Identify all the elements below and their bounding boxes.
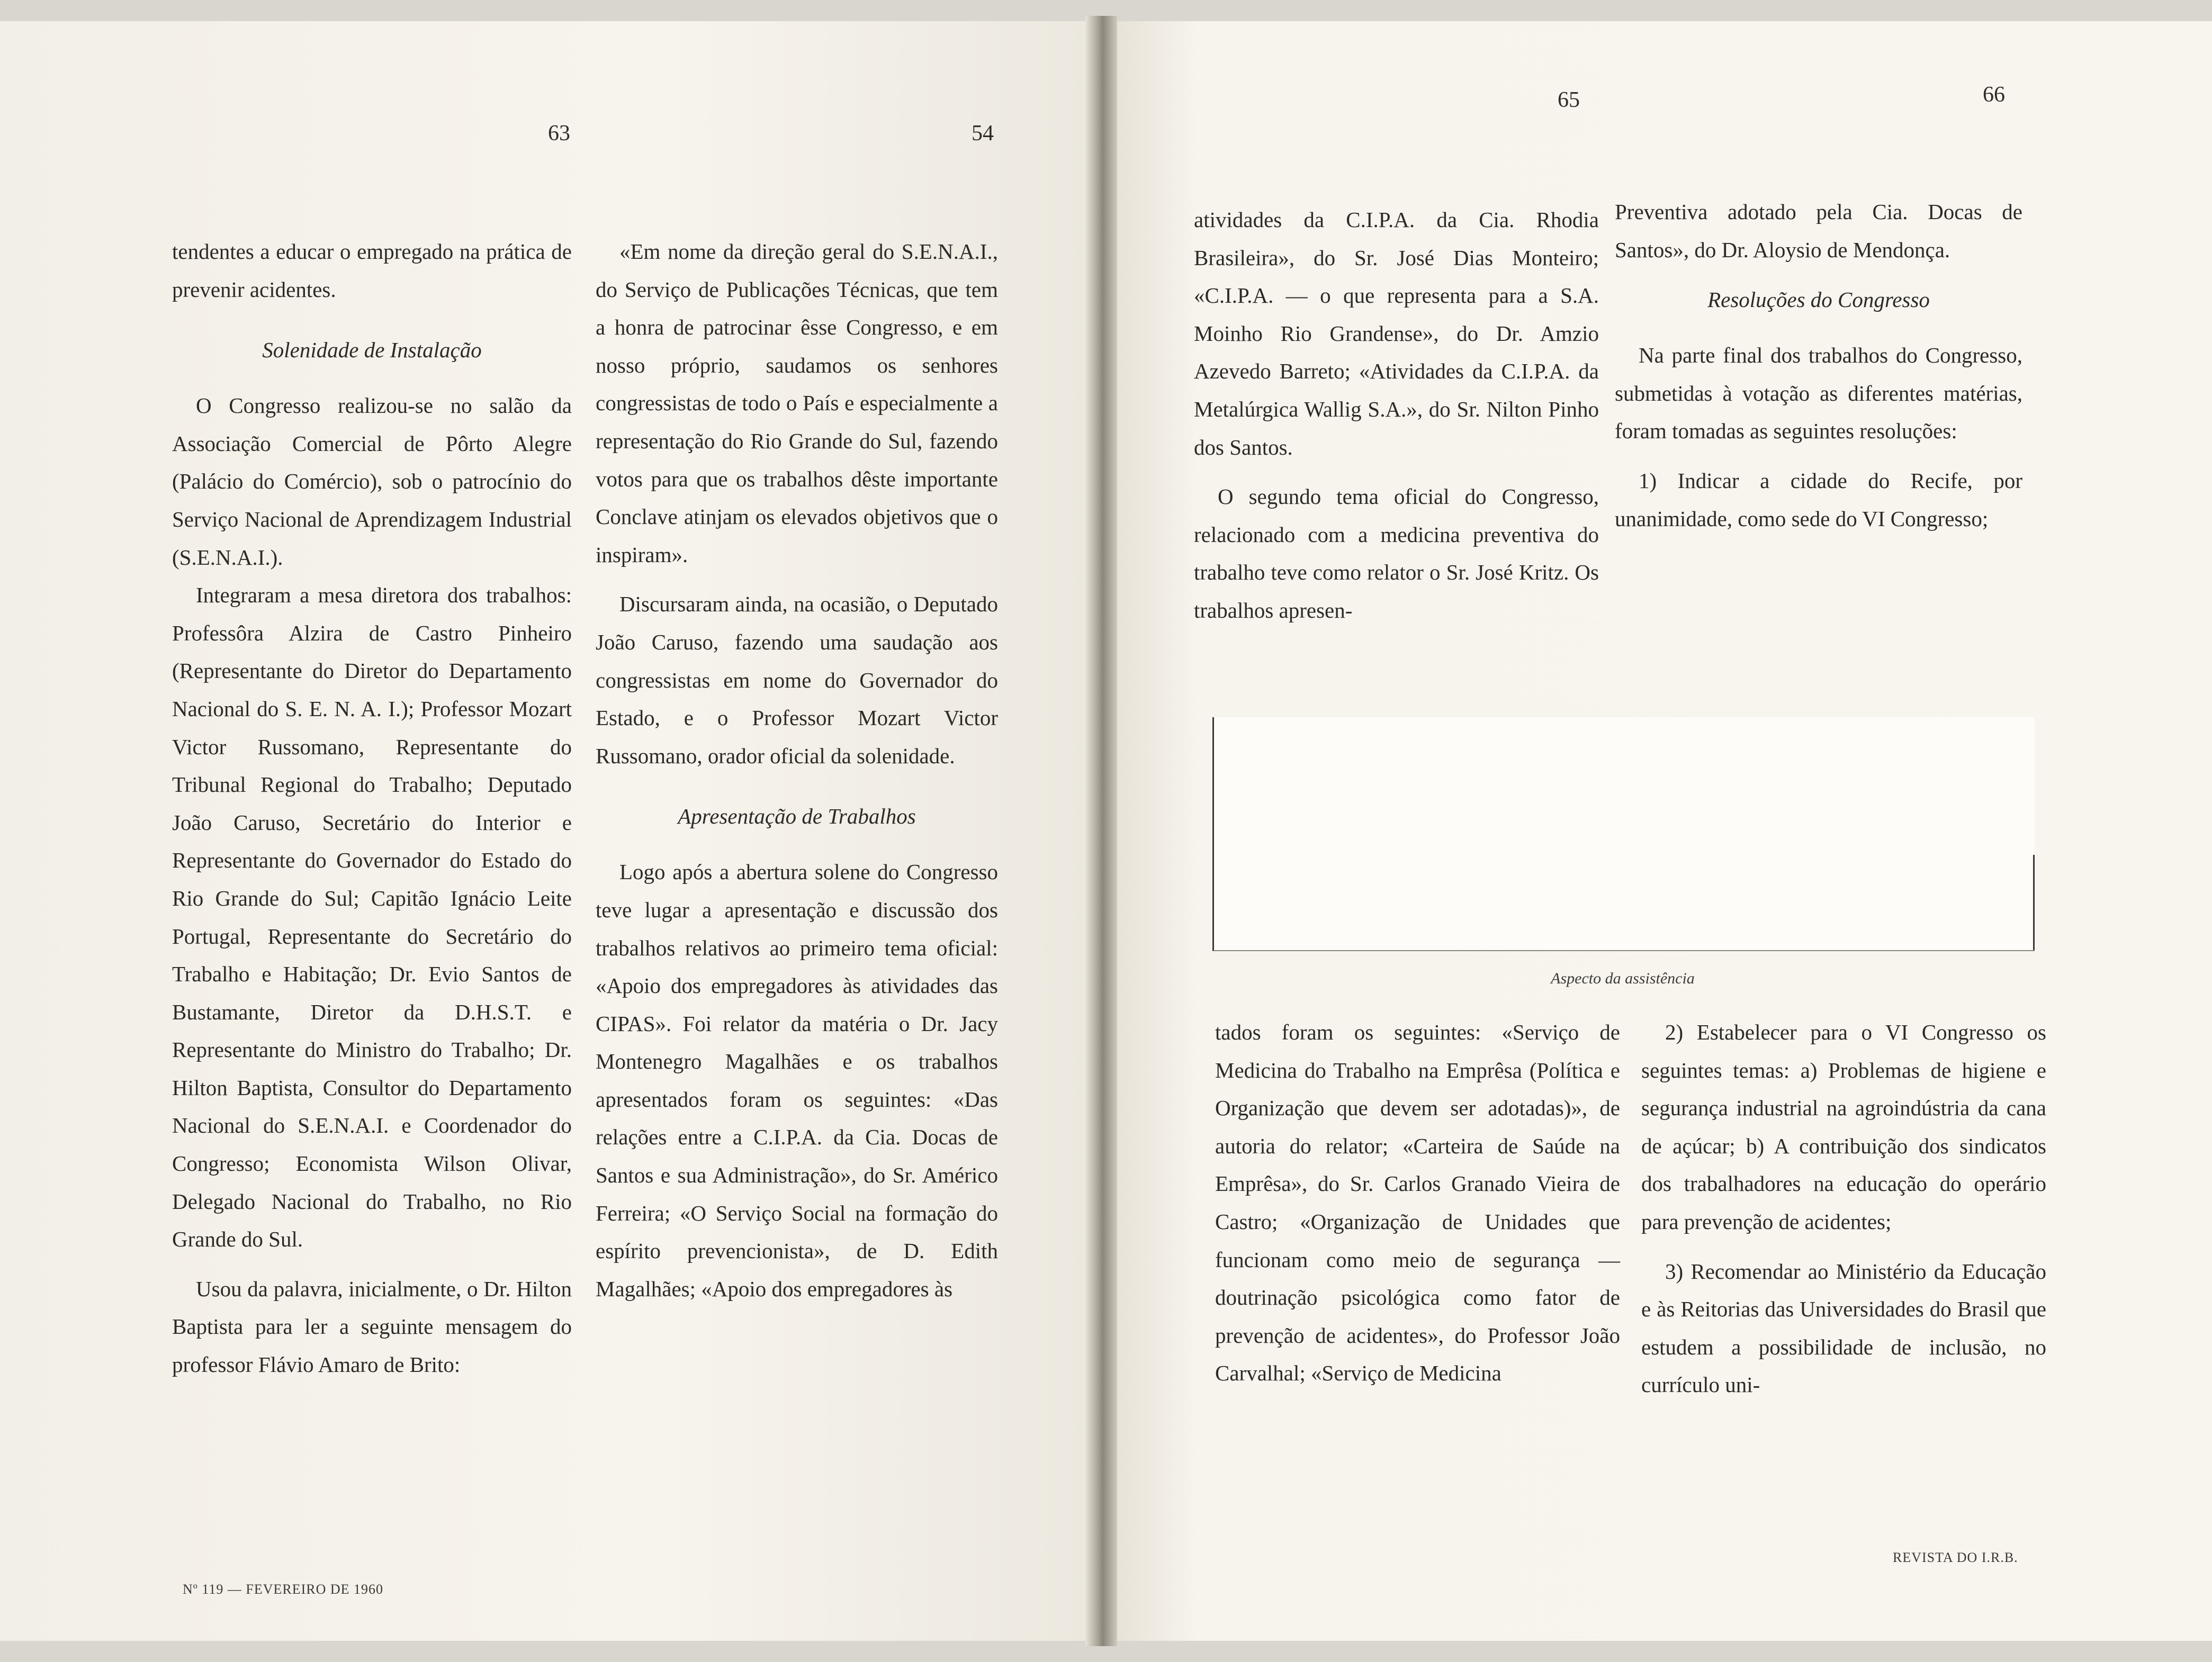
paragraph: 3) Recomendar ao Ministério da Educação e às Reitorias das Universidades do Brasil que estudem a possibilidade de inclusão, no currículo uni- — [1641, 1259, 2046, 1397]
section-heading-resolucoes: Resoluções do Congresso — [1707, 287, 1930, 312]
page-number-63: 63 — [548, 121, 570, 146]
paragraph: Preventiva adotado pela Cia. Docas de Santos», do Dr. Aloysio de Mendonça. — [1615, 200, 2022, 262]
paragraph: «Em nome da direção geral do S.E.N.A.I., do Serviço de Publicações Técnicas, que tem a honra de patrocinar êsse Congresso, e em nosso próprio, saudamos os senhores congressistas de todo o País e especialmente a representação do Rio Grande do Sul, fazendo votos para que os trabalhos dêste importante Conclave atinjam os elevados objetivos que o inspiram». — [596, 239, 998, 567]
section-heading-apresentacao: Apresentação de Trabalhos — [678, 804, 916, 829]
paragraph: Discursaram ainda, na ocasião, o Deputado João Caruso, fazendo uma saudação aos congressistas em nome do Governador do Estado, e o Professor Mozart Victor Russomano, orador oficial da solenidade. — [596, 592, 998, 768]
section-heading-solenidade: Solenidade de Instalação — [262, 338, 482, 363]
paragraph: Logo após a abertura solene do Congresso teve lugar a apresentação e discussão dos trabalhos relativos ao primeiro tema oficial: «Apoio dos empregadores às atividades das CIPAS». Foi relator da matéria o Dr. Jacy Montenegro Magalhães e os trabalhos apresentados foram os seguintes: «Das relações entre a C.I.P.A. da Cia. Docas de Santos e sua Administração», do Sr. Américo Ferreira; «O Serviço Social na formação do espírito prevencionista», de D. Edith Magalhães; «Apoio dos empregadores às — [596, 860, 998, 1301]
column-5 — [1215, 1014, 1620, 1393]
paragraph: O Congresso realizou-se no salão da Associação Comercial de Pôrto Alegre (Palácio do Comércio), sob o patrocínio do Serviço Nacional de Aprendizagem Industrial (S.E.N.A.I.). — [172, 393, 572, 570]
paragraph: Na parte final dos trabalhos do Congresso, submetidas à votação as diferentes matérias, foram tomadas as seguintes resoluções: — [1615, 343, 2022, 444]
paragraph: Integraram a mesa diretora dos trabalhos: Professôra Alzira de Castro Pinheiro (Representante do Diretor do Departamento Nacional do S. E. N. A. I.); Professor Mozart Victor Russomano, Representante do Tribunal Regional do Trabalho; Deputado João Caruso, Secretário do Interior e Representante do Governador do Estado do Rio Grande do Sul; Capitão Ignácio Leite Portugal, Representante do Secretário do Trabalho e Habitação; Dr. Evio Santos de Bustamante, Diretor da D.H.S.T. e Representante do Ministro do Trabalho; Dr. Hilton Baptista, Consultor do Departamento Nacional do S.E.N.A.I. e Coordenador do Congresso; Economista Wilson Olivar, Delegado Nacional do Trabalho, no Rio Grande do Sul. — [172, 583, 572, 1252]
book-gutter — [1085, 16, 1117, 1646]
column-1 — [172, 233, 572, 1384]
paragraph: Usou da palavra, inicialmente, o Dr. Hilton Baptista para ler a seguinte mensagem do professor Flávio Amaro de Brito: — [172, 1276, 572, 1377]
photo-border — [2033, 855, 2035, 950]
paragraph: tados foram os seguintes: «Serviço de Medicina do Trabalho na Emprêsa (Política e Organização que devem ser adotadas)», de autoria do relator; «Carteira de Saúde na Emprêsa», do Sr. Carlos Granado Vieira de Castro; «Organização de Unidades que funcionam como meio de segurança — doutrinação psicológica como fator de prevenção de acidentes», do Professor João Carvalhal; «Serviço de Medicina — [1215, 1020, 1620, 1386]
paragraph: atividades da C.I.P.A. da Cia. Rhodia Brasileira», do Sr. José Dias Monteiro; «C.I.P.A. — o que representa para a S.A. Moinho Rio Grandense», do Dr. Amzio Azevedo Barreto; «Atividades da C.I.P.A. da Metalúrgica Wallig S.A.», do Sr. Nilton Pinho dos Santos. — [1194, 207, 1599, 459]
column-2 — [596, 233, 998, 1308]
column-6 — [1641, 1014, 2046, 1404]
footer-issue: Nº 119 — FEVEREIRO DE 1960 — [183, 1582, 384, 1597]
photo-caption: Aspecto da assistência — [1551, 970, 1695, 987]
page-number-66: 66 — [1983, 83, 2005, 107]
paragraph: 1) Indicar a cidade do Recife, por unanimidade, como sede do VI Congresso; — [1615, 468, 2022, 531]
page-number-65: 65 — [1558, 88, 1580, 112]
page-number-54: 54 — [972, 121, 994, 146]
column-3 — [1194, 201, 1599, 630]
assembly-photo — [1212, 717, 2035, 951]
footer-journal: REVISTA DO I.R.B. — [1893, 1550, 2018, 1565]
paragraph: O segundo tema oficial do Congresso, relacionado com a medicina preventiva do trabalho teve como relator o Sr. José Kritz. Os trabalhos apresen- — [1194, 484, 1599, 622]
paragraph: 2) Estabelecer para o VI Congresso os seguintes temas: a) Problemas de higiene e segurança industrial na agroindústria da cana de açúcar; b) A contribuição dos sindicatos dos trabalhadores na educação do operário para prevenção de acidentes; — [1641, 1020, 2046, 1234]
column-4 — [1615, 193, 2022, 538]
paragraph: tendentes a educar o empregado na prática de prevenir acidentes. — [172, 239, 572, 302]
